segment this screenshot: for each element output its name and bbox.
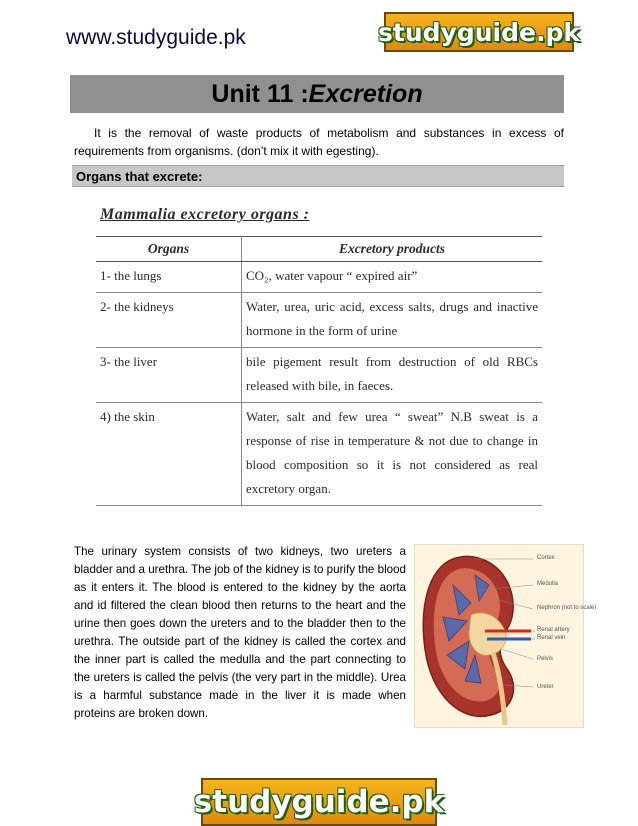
label-pelvis: Pelvis xyxy=(537,656,554,662)
product-cell: CO₂, water vapour “ expired air” xyxy=(242,262,543,293)
organ-cell: 2- the kidneys xyxy=(96,293,242,348)
urinary-system-paragraph: The urinary system consists of two kidneys, two ureters a bladder and a urethra. The job of the kidney is to purify the blood as it enters it. The blood is entered to the kidney by the aorta and id filtered the clean blood then returns to the heart and the urine then goes down the ureters and to the bladder then to the urethra. The outside part of the kidney is called the cortex and the inner part is called the medulla and the part connecting to the ureters is called the pelvis (the very part in the middle). Urea is a harmful substance made in the liver it is made when proteins are broken down. xyxy=(74,545,406,720)
intro-paragraph: It is the removal of waste products of metabolism and substances in excess of requirements from organisms. (don’t mix it with egesting). xyxy=(74,126,564,158)
title-prefix: Unit 11 : xyxy=(211,79,309,108)
product-cell: bile pigement result from destruction of old RBCs released with bile, in faeces. xyxy=(242,348,543,403)
table-row xyxy=(96,403,542,506)
site-url[interactable]: www.studyguide.pk xyxy=(66,26,246,49)
section-heading: Organs that excrete: xyxy=(72,165,564,187)
organ-cell: 1- the lungs xyxy=(96,262,242,293)
column-header-organs: Organs xyxy=(96,237,242,262)
studyguide-logo-bottom: studyguide.pk xyxy=(201,778,437,826)
label-medulla: Medulla xyxy=(537,581,559,587)
column-header-products: Excretory products xyxy=(242,237,543,262)
table-title: Mammalia excretory organs : xyxy=(100,206,310,223)
excretory-organs-table xyxy=(96,236,542,506)
organ-cell: 3- the liver xyxy=(96,348,242,403)
product-cell: Water, salt and few urea “ sweat” N.B sweat is a response of rise in temperature & not due to change in blood composition so it is not considered as real excretory organ. xyxy=(242,403,543,506)
table-header-row xyxy=(96,237,542,262)
label-renal-vein: Renal vein xyxy=(537,635,566,641)
organ-cell: 4) the skin xyxy=(96,403,242,506)
table-row xyxy=(96,293,542,348)
title-emphasis: Excretion xyxy=(308,79,423,108)
label-ureter: Ureter xyxy=(537,684,554,690)
page-title xyxy=(70,75,564,113)
table-row xyxy=(96,262,542,293)
product-cell: Water, urea, uric acid, excess salts, drugs and inactive hormone in the form of urine xyxy=(242,293,543,348)
table-row xyxy=(96,348,542,403)
studyguide-logo-top: studyguide.pk xyxy=(384,12,574,52)
label-nephron: Nephron (not to scale) xyxy=(537,605,597,611)
label-cortex: Cortex xyxy=(537,555,555,561)
label-renal-artery: Renal artery xyxy=(537,627,570,633)
excretory-organs-table-image xyxy=(96,206,542,518)
kidney-diagram xyxy=(414,544,597,728)
